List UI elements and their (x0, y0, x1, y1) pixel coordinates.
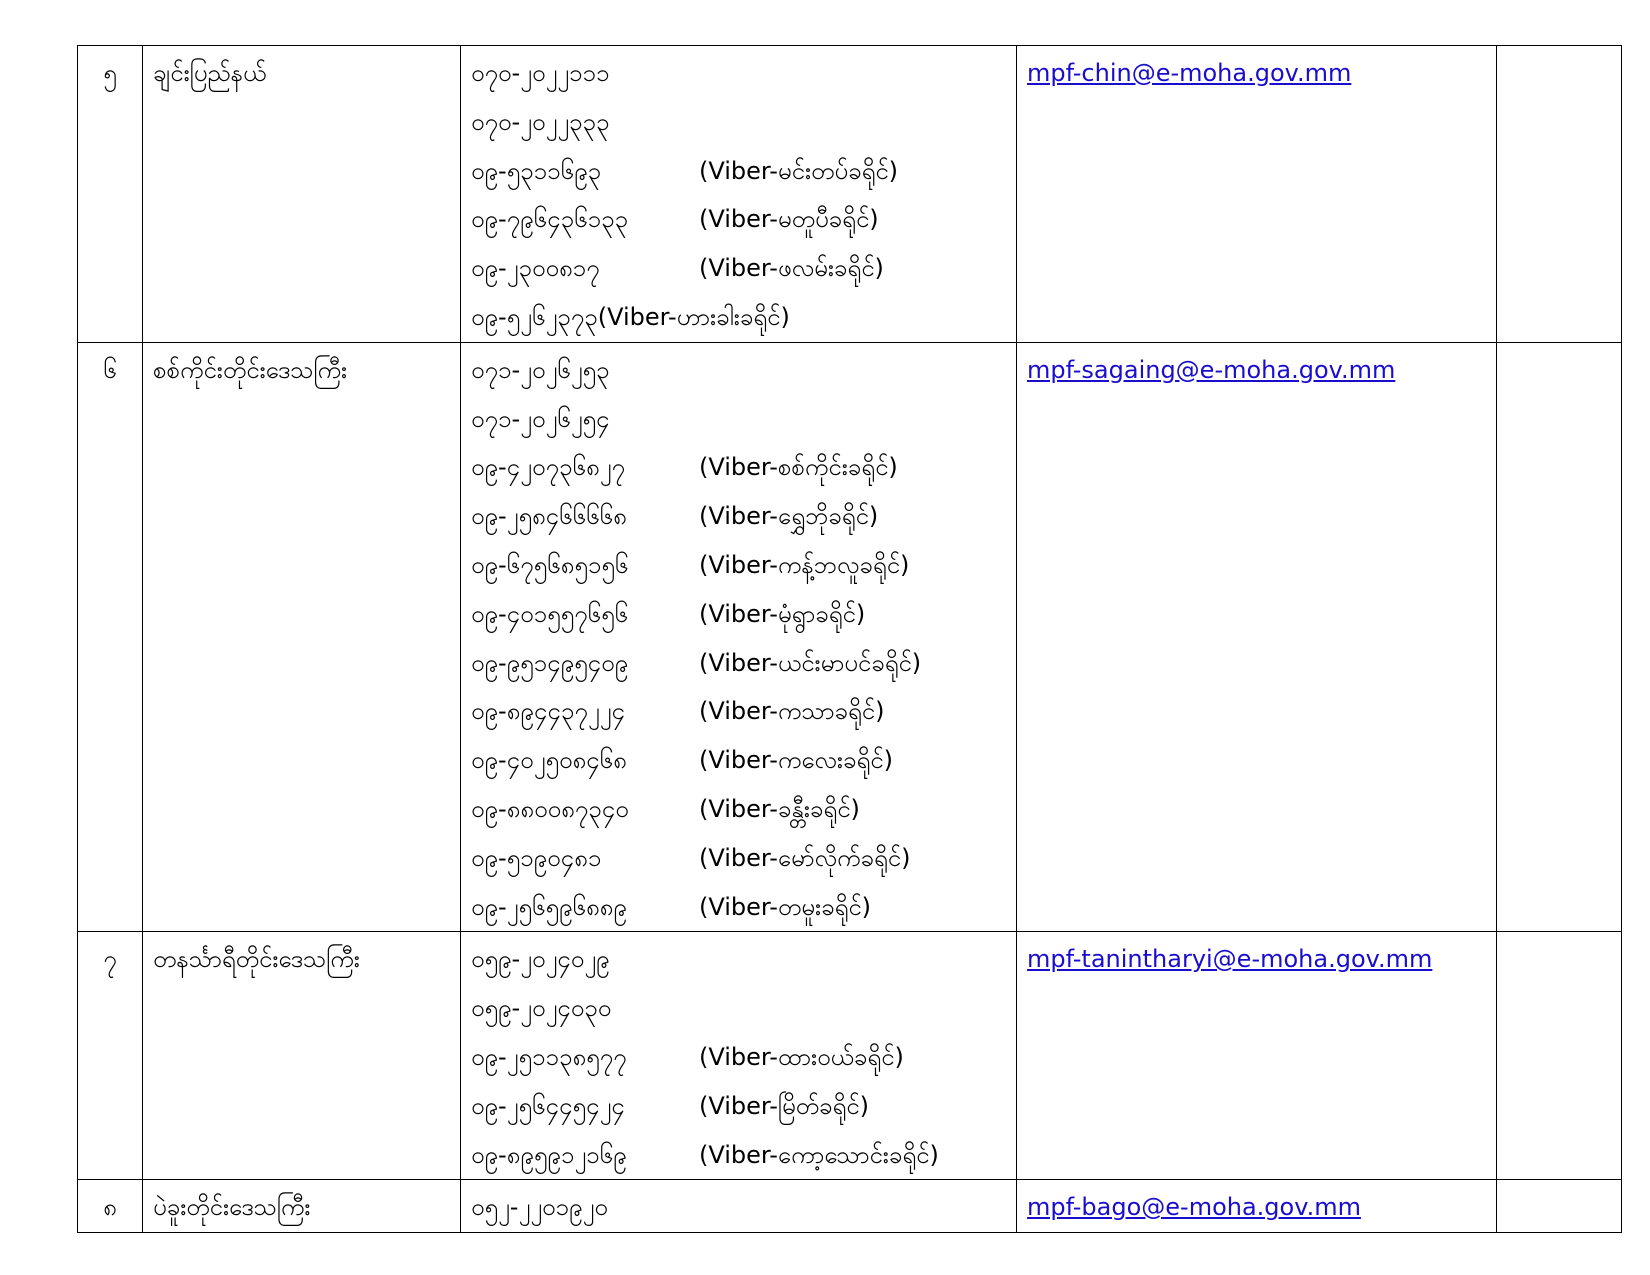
phone-number: ၀၅၉-၂၀၂၄၀၂၉ (471, 945, 610, 974)
viber-note: (Viber-မုံရွာခရိုင်) (699, 599, 866, 628)
phone-number: ၀၇၁-၂၀၂၆၂၅၃ (471, 355, 610, 384)
email-link[interactable]: mpf-bago@e-moha.gov.mm (1027, 1193, 1361, 1222)
phone-entry (471, 883, 1006, 932)
phone-number: ၀၇၀-၂၀၂၂၃၃၃ (471, 107, 610, 136)
remarks-cell (1497, 46, 1622, 343)
email-cell (1017, 46, 1497, 343)
phone-number: ၀၇၁-၂၀၂၆၂၅၄ (471, 404, 610, 433)
viber-note: (Viber-ကသာခရိုင်) (699, 697, 885, 726)
viber-note: (Viber-ယင်းမာပင်ခရိုင်) (699, 648, 922, 677)
viber-note: (Viber-ထားဝယ်ခရိုင်) (699, 1042, 904, 1071)
row-number: ၈ (78, 1180, 143, 1233)
phone-entry (471, 736, 1006, 785)
phone-number: ၀၉-၆၇၅၆၈၅၁၅၆ (471, 550, 629, 579)
row-number: ၅ (78, 46, 143, 343)
viber-note: (Viber-ဟားခါးခရိုင်) (597, 302, 790, 331)
table-row (78, 1180, 1622, 1233)
phone-list (461, 342, 1017, 932)
phone-entry (471, 1131, 1006, 1180)
email-cell (1017, 342, 1497, 932)
phone-number: ၀၉-၅၂၆၂၃၇၃ (471, 302, 598, 331)
phone-entry (471, 293, 1006, 342)
email-link[interactable]: mpf-chin@e-moha.gov.mm (1027, 59, 1352, 87)
phone-number: ၀၅၂-၂၂၀၁၉၂၀ (471, 1193, 608, 1222)
phone-entry (471, 98, 1006, 147)
phone-entry (471, 935, 1006, 984)
viber-note: (Viber-ဖလမ်းခရိုင်) (699, 254, 884, 283)
viber-note: (Viber-ကန့်ဘလူခရိုင်) (699, 550, 910, 579)
phone-entry (471, 984, 1006, 1033)
viber-note: (Viber-ခန္တီးခရိုင်) (699, 794, 860, 823)
phone-list (461, 1180, 1017, 1233)
phone-entry (471, 195, 1006, 244)
phone-entry (471, 541, 1006, 590)
viber-note: (Viber-မတူပီခရိုင်) (699, 205, 879, 234)
phone-entry (471, 687, 1006, 736)
email-cell (1017, 1180, 1497, 1233)
phone-number: ၀၉-၈၉၄၄၃၇၂၂၄ (471, 697, 625, 726)
phone-list (461, 932, 1017, 1180)
remarks-cell (1497, 342, 1622, 932)
phone-entry (471, 834, 1006, 883)
phone-entry (471, 443, 1006, 492)
phone-entry (471, 639, 1006, 688)
remarks-cell (1497, 932, 1622, 1180)
phone-entry (471, 1183, 1006, 1232)
table-row (78, 342, 1622, 932)
phone-entry (471, 244, 1006, 293)
row-number: ၇ (78, 932, 143, 1180)
region-name: တနင်္သာရီတိုင်းဒေသကြီး (143, 932, 461, 1180)
phone-number: ၀၉-၈၉၅၉၁၂၁၆၉ (471, 1140, 627, 1169)
phone-entry (471, 590, 1006, 639)
phone-entry (471, 395, 1006, 444)
table-row (78, 46, 1622, 343)
row-number: ၆ (78, 342, 143, 932)
phone-number: ၀၉-၅၁၉၀၄၈၁ (471, 843, 602, 872)
phone-entry (471, 1033, 1006, 1082)
viber-note: (Viber-မြိတ်ခရိုင်) (699, 1091, 869, 1120)
email-cell (1017, 932, 1497, 1180)
email-link[interactable]: mpf-tanintharyi@e-moha.gov.mm (1027, 945, 1433, 974)
viber-note: (Viber-စစ်ကိုင်းခရိုင်) (699, 453, 898, 482)
phone-entry (471, 785, 1006, 834)
phone-entry (471, 147, 1006, 196)
phone-entry (471, 1082, 1006, 1131)
phone-list (461, 46, 1017, 343)
region-name: ပဲခူးတိုင်းဒေသကြီး (143, 1180, 461, 1233)
remarks-cell (1497, 1180, 1622, 1233)
phone-number: ၀၉-၂၅၆၅၉၆၈၈၉ (471, 892, 627, 921)
phone-number: ၀၉-၅၃၁၁၆၉၃ (471, 156, 602, 185)
viber-note: (Viber-ကော့သောင်းခရိုင်) (699, 1140, 939, 1169)
viber-note: (Viber-ကလေးခရိုင်) (699, 746, 893, 775)
phone-number: ၀၉-၂၅၆၄၄၅၄၂၄ (471, 1091, 625, 1120)
phone-entry (471, 346, 1006, 395)
viber-note: (Viber-မော်လိုက်ခရိုင်) (699, 843, 911, 872)
phone-number: ၀၉-၂၅၁၁၃၈၅၇၇ (471, 1042, 627, 1071)
phone-entry (471, 492, 1006, 541)
contacts-table (77, 45, 1622, 1233)
region-name: စစ်ကိုင်းတိုင်းဒေသကြီး (143, 342, 461, 932)
phone-number: ၀၉-၇၉၆၄၃၆၁၃၃ (471, 205, 629, 234)
phone-number: ၀၅၉-၂၀၂၄၀၃၀ (471, 994, 612, 1023)
phone-number: ၀၉-၂၅၈၄၆၆၆၆၈ (471, 502, 627, 531)
viber-note: (Viber-မင်းတပ်ခရိုင်) (699, 156, 899, 185)
phone-number: ၀၉-၈၈၀၀၈၇၃၄၀ (471, 794, 629, 823)
phone-number: ၀၉-၄၀၂၅၀၈၄၆၈ (471, 746, 627, 775)
phone-number: ၀၉-၉၅၁၄၉၅၄၀၉ (471, 648, 629, 677)
phone-entry (471, 49, 1006, 98)
phone-number: ၀၉-၂၃၀၀၈၁၇ (471, 254, 600, 283)
email-link[interactable]: mpf-sagaing@e-moha.gov.mm (1027, 355, 1396, 384)
phone-number: ၀၇၀-၂၀၂၂၁၁၁ (471, 59, 610, 87)
table-row (78, 932, 1622, 1180)
viber-note: (Viber-တမူးခရိုင်) (699, 892, 872, 921)
phone-number: ၀၉-၄၀၁၅၅၇၆၅၆ (471, 599, 629, 628)
viber-note: (Viber-ရွှေဘိုခရိုင်) (699, 502, 879, 531)
region-name: ချင်းပြည်နယ် (143, 46, 461, 343)
phone-number: ၀၉-၄၂၀၇၃၆၈၂၇ (471, 453, 625, 482)
